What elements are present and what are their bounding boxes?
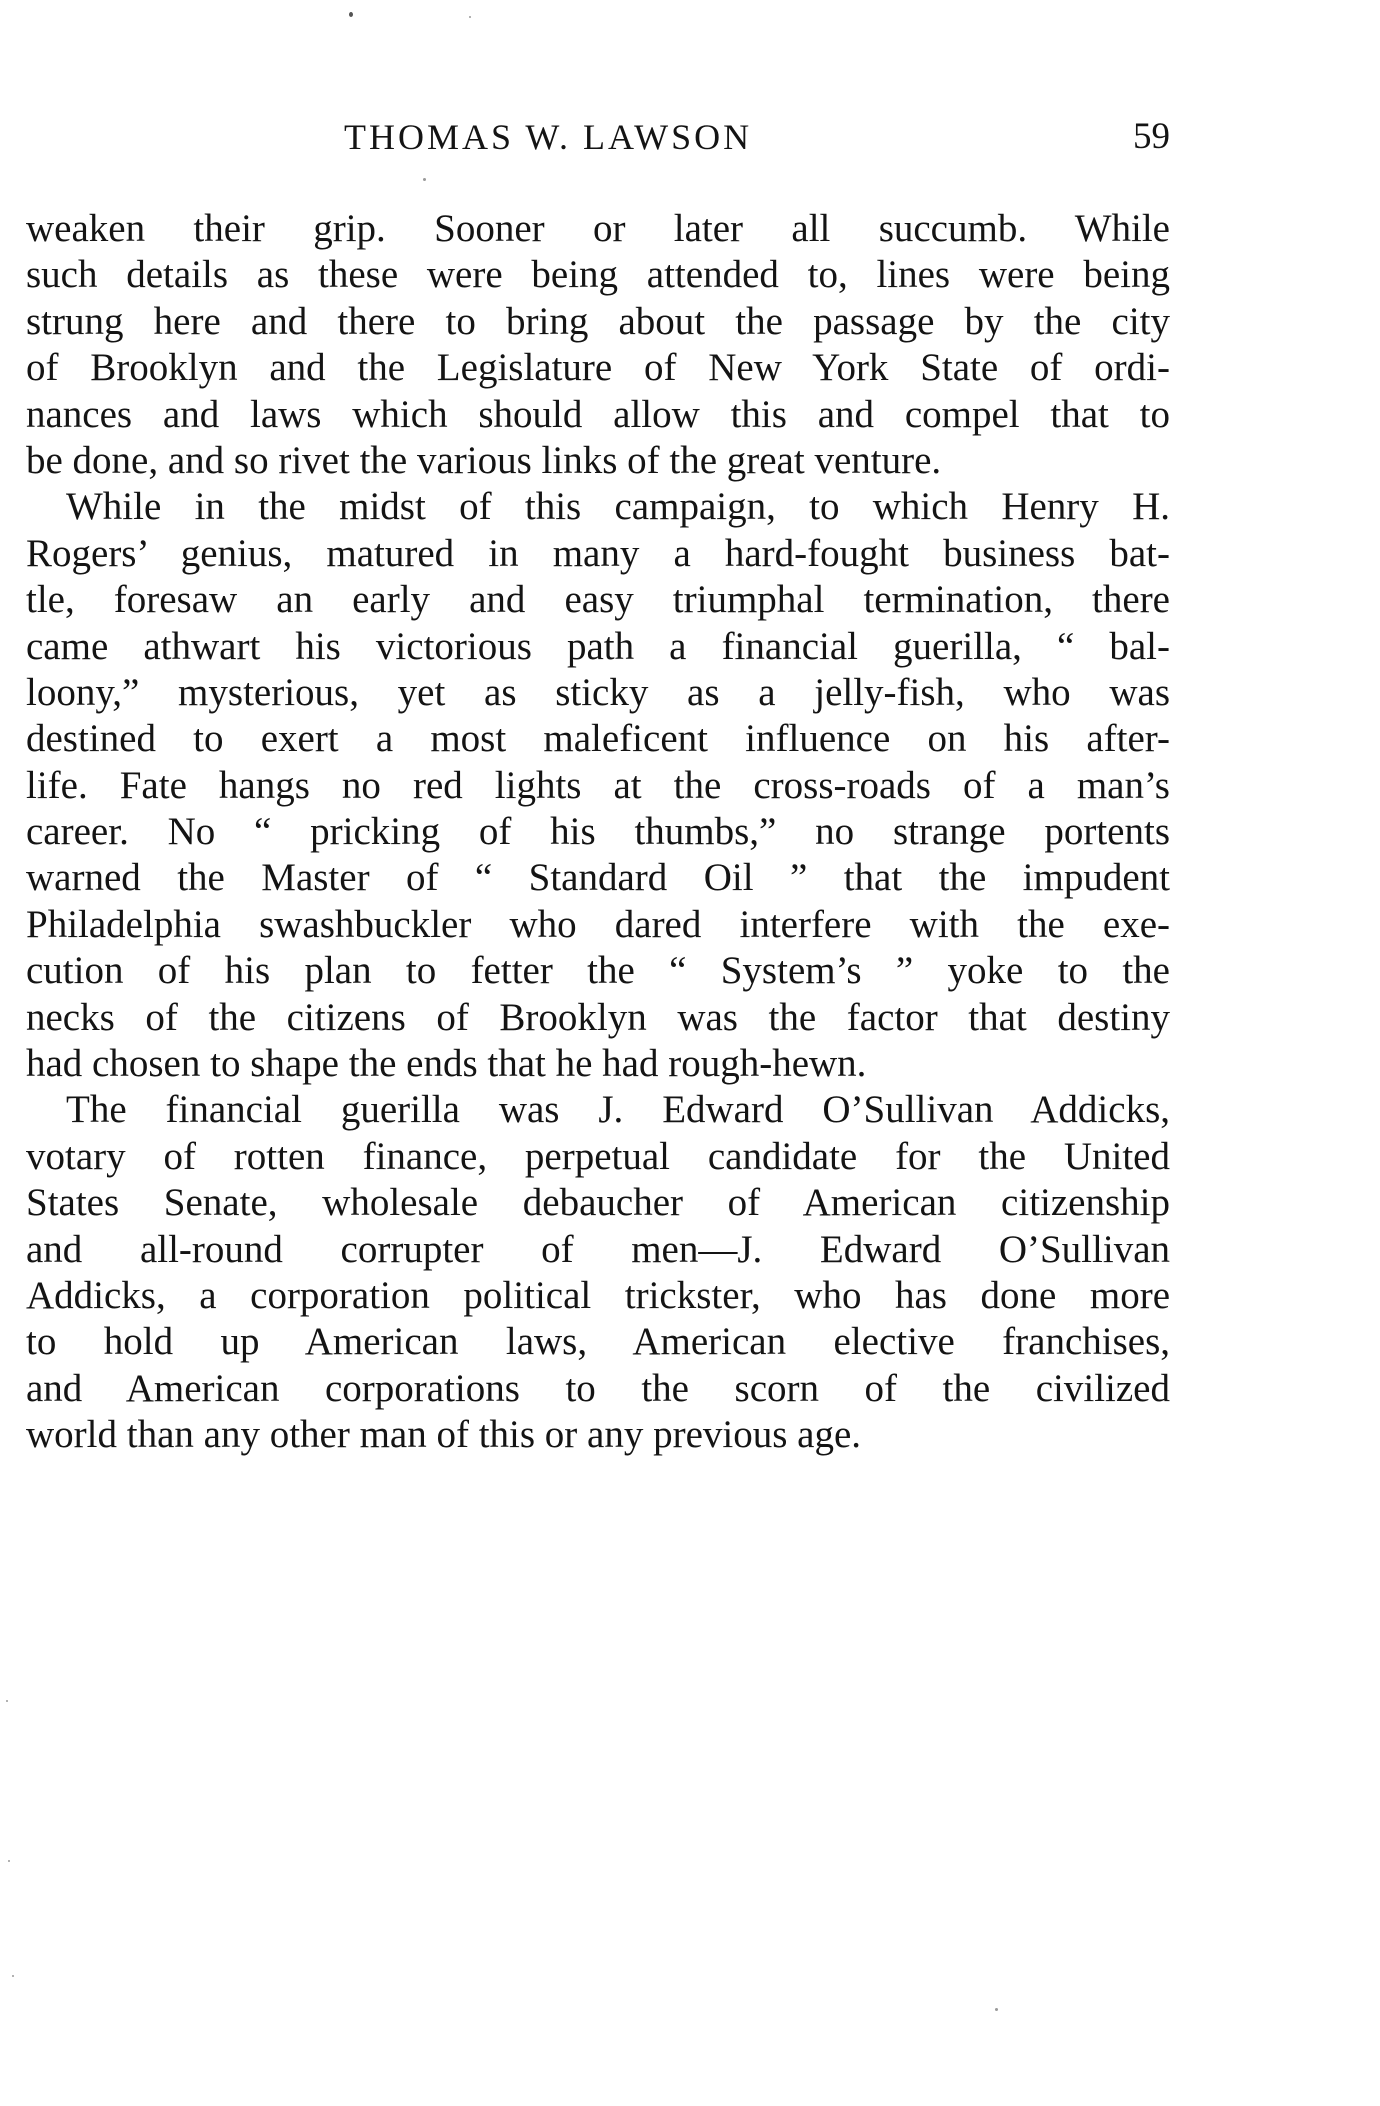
text-line: and all-round corrupter of men—J. Edward O’Sullivan	[26, 1227, 1170, 1271]
text-line: The financial guerilla was J. Edward O’Sullivan Addicks,	[66, 1088, 1170, 1132]
running-head	[0, 112, 1380, 162]
scan-speck	[995, 2008, 998, 2011]
page-number: 59	[1133, 116, 1170, 157]
text-line: cution of his plan to fetter the “ System’s ” yoke to the	[26, 949, 1170, 993]
text-line: of Brooklyn and the Legislature of New York State of ordi-	[26, 346, 1170, 390]
scan-speck	[469, 16, 471, 18]
scan-speck	[423, 178, 426, 181]
text-line: life. Fate hangs no red lights at the cross-roads of a man’s	[26, 763, 1170, 807]
text-line: career. No “ pricking of his thumbs,” no strange portents	[26, 810, 1170, 854]
text-line: such details as these were being attended to, lines were being	[26, 253, 1170, 297]
text-line: warned the Master of “ Standard Oil ” that the impudent	[26, 856, 1170, 900]
running-title: THOMAS W. LAWSON	[344, 117, 753, 157]
text-line: came athwart his victorious path a financial guerilla, “ bal-	[26, 624, 1170, 668]
text-line: world than any other man of this or any previous age.	[26, 1413, 862, 1457]
text-line: While in the midst of this campaign, to which Henry H.	[66, 485, 1170, 529]
paragraph-2	[26, 484, 1170, 1087]
text-line: had chosen to shape the ends that he had rough-hewn.	[26, 1042, 867, 1086]
text-line: weaken their grip. Sooner or later all succumb. While	[26, 207, 1170, 250]
scan-speck	[8, 1860, 10, 1862]
paragraph-3	[26, 1087, 1170, 1458]
text-line: and American corporations to the scorn of the civilized	[26, 1366, 1170, 1410]
text-line: Addicks, a corporation political trickster, who has done more	[26, 1273, 1170, 1317]
text-line: States Senate, wholesale debaucher of American citizenship	[26, 1181, 1170, 1225]
text-line: Philadelphia swashbuckler who dared interfere with the exe-	[26, 902, 1170, 946]
body-text	[26, 206, 1170, 1459]
text-line: to hold up American laws, American elective franchises,	[26, 1320, 1170, 1364]
text-line: nances and laws which should allow this and compel that to	[26, 392, 1170, 436]
text-line: votary of rotten finance, perpetual candidate for the United	[26, 1134, 1170, 1178]
text-line: Rogers’ genius, matured in many a hard-fought business bat-	[26, 531, 1170, 575]
scan-speck	[6, 1700, 8, 1702]
text-line: strung here and there to bring about the passage by the city	[26, 299, 1170, 343]
scan-speck	[349, 12, 353, 17]
text-line: tle, foresaw an early and easy triumphal termination, there	[26, 578, 1170, 622]
text-line: necks of the citizens of Brooklyn was the factor that destiny	[26, 995, 1170, 1039]
scan-speck	[12, 1975, 14, 1977]
text-line: destined to exert a most maleficent influence on his after-	[26, 717, 1170, 761]
text-line: be done, and so rivet the various links of the great venture.	[26, 438, 942, 482]
paragraph-1	[26, 206, 1170, 484]
text-line: loony,” mysterious, yet as sticky as a jelly-fish, who was	[26, 670, 1170, 714]
